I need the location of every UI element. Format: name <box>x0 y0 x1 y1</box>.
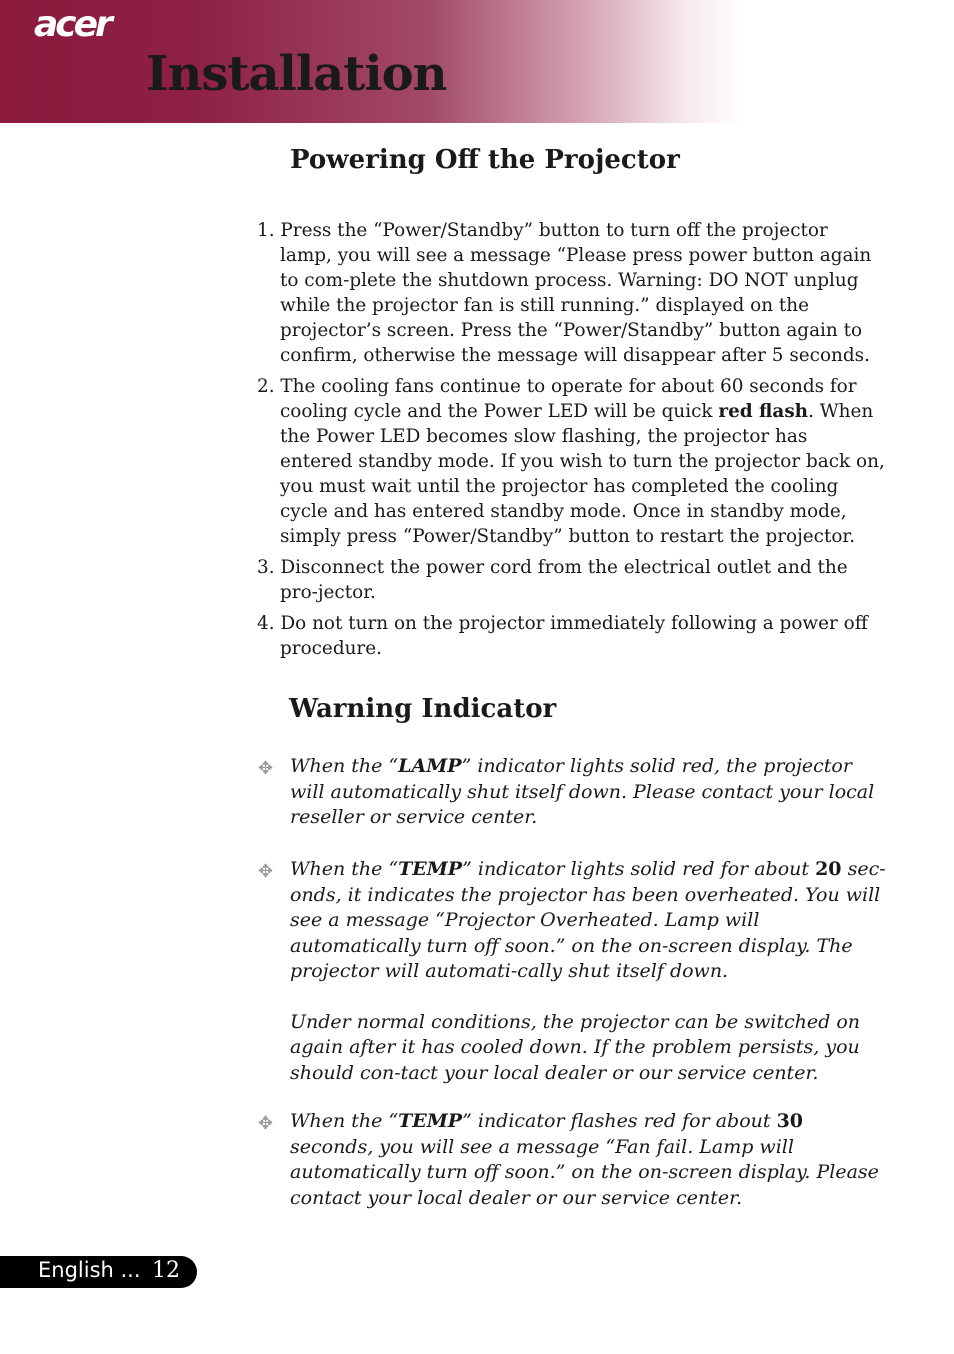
page-number: 12 <box>152 1258 180 1283</box>
power-off-steps <box>257 218 885 667</box>
warning-item-lamp: ✥ When the “LAMP” indicator lights solid red, the projector will automatically shut itself down. Please contact your local reseller or service center. <box>258 755 875 828</box>
step-item: 1. Press the “Power/Standby” button to turn off the projector lamp, you will see a message “Please press power button again to com-plete the shutdown process. Warning: DO NOT unplug while the projector fan is still running.” displayed on the projector’s screen. Press the “Power/Standby” button again to confirm, otherwise the message will disappear after 5 seconds. <box>257 220 872 366</box>
diamond-bullet-icon: ✥ <box>258 758 274 779</box>
page-title: Installation <box>146 46 447 102</box>
diamond-bullet-icon: ✥ <box>258 861 274 882</box>
warning-item-temp-solid: ✥ When the “TEMP” indicator lights solid red for about 20 sec-onds, it indicates the projector has been overheated. You will see a message “Projector Overheated. Lamp will automatically turn off soon.” on the on-screen display. The projector will automati-cally shut itself down. Under normal conditions, the projector can be switched on again after it has cooled down. If the problem persists, you should con-tact your local dealer or our service center. <box>258 858 886 1084</box>
page-header-banner <box>0 0 954 123</box>
step-item: 2. The cooling fans continue to operate for about 60 seconds for cooling cycle and the Power LED will be quick red flash. When the Power LED becomes slow flashing, the projector has entered standby mode. If you wish to turn the projector back on, you must wait until the projector has completed the cooling cycle and has entered standby mode. Once in standby mode, simply press “Power/Standby” button to restart the projector. <box>257 376 885 547</box>
footer-language: English ... <box>38 1258 141 1282</box>
warning-item-temp-flash: ✥ When the “TEMP” indicator flashes red for about 30 seconds, you will see a message “Fan fail. Lamp will automatically turn off soon.” on the on-screen display. Please contact your local dealer or our service center. <box>258 1110 879 1209</box>
red-flash-emphasis: red flash <box>718 401 809 422</box>
diamond-bullet-icon: ✥ <box>258 1113 274 1134</box>
section-title-warning-indicator: Warning Indicator <box>289 694 557 724</box>
step-item: 4. Do not turn on the projector immediately following a power off procedure. <box>257 613 868 659</box>
section-title-powering-off: Powering Off the Projector <box>290 145 680 175</box>
step-item: 3. Disconnect the power cord from the electrical outlet and the pro-jector. <box>257 557 848 603</box>
page-footer-tab <box>0 1256 197 1288</box>
acer-logo: acer <box>34 4 110 45</box>
